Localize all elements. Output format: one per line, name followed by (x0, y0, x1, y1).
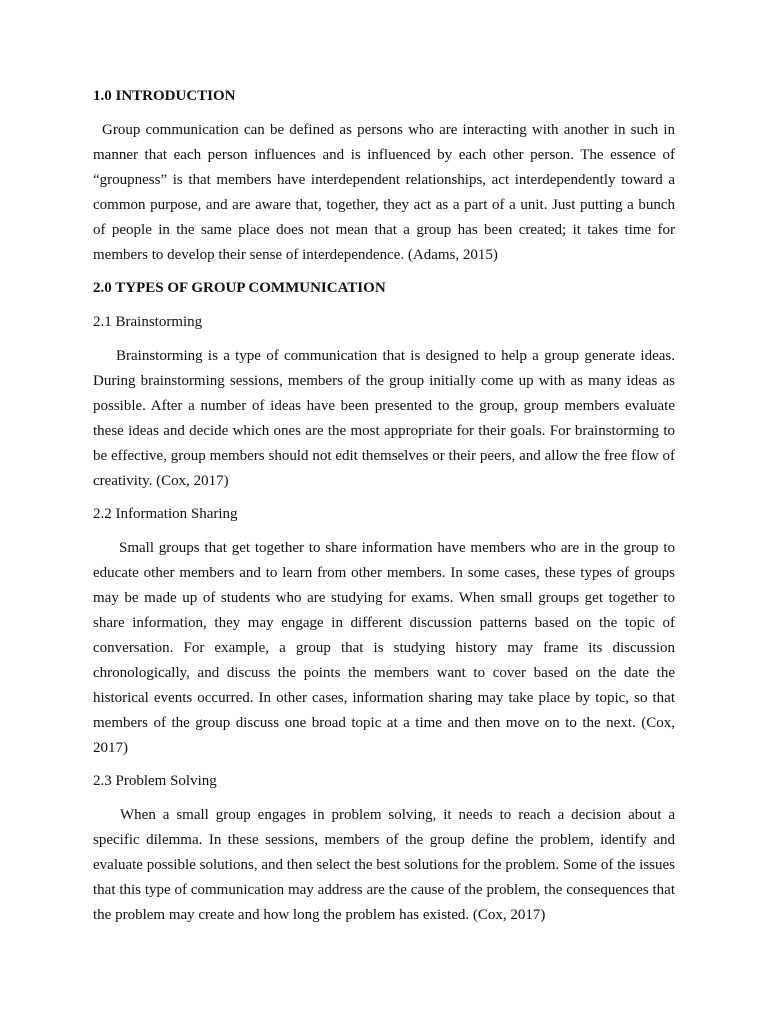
types-heading: 2.0 TYPES OF GROUP COMMUNICATION (93, 280, 386, 296)
problem-solving-paragraph: When a small group engages in problem solving, it needs to reach a decision about a specific dilemma. In these sessions, members of the group define the problem, identify and evaluate possible solutions, and then select the best solutions for the problem. Some of the issues that this type of communication may address are the cause of the problem, the consequences that the problem may create and how long the problem has existed. (Cox, 2017) (93, 807, 675, 923)
information-sharing-title: 2.2 Information Sharing (93, 506, 238, 522)
problem-solving-title: 2.3 Problem Solving (93, 773, 217, 789)
brainstorming-paragraph: Brainstorming is a type of communication that is designed to help a group generate ideas. During brainstorming sessions, members of the group initially come up with as many ideas as possible. After a number of ideas have been presented to the group, group members evaluate these ideas and decide which ones are the most appropriate for their goals. For brainstorming to be effective, group members should not edit themselves or their peers, and allow the free flow of creativity. (Cox, 2017) (93, 348, 675, 489)
intro-paragraph: Group communication can be defined as persons who are interacting with another in such in manner that each person influences and is influenced by each other person. The essence of “groupness” is that members have interdependent relationships, act interdependently toward a common purpose, and are aware that, together, they act as a part of a unit. Just putting a bunch of people in the same place does not mean that a group has been created; it takes time for members to develop their sense of interdependence. (Adams, 2015) (93, 122, 675, 263)
brainstorming-title: 2.1 Brainstorming (93, 314, 203, 330)
intro-heading: 1.0 INTRODUCTION (93, 88, 236, 104)
document-page (93, 86, 675, 928)
information-sharing-paragraph: Small groups that get together to share information have members who are in the group to educate other members and to learn from other members. In some cases, these types of groups may be made up of students who are studying for exams. When small groups get together to share information, they may engage in different discussion patterns based on the topic of conversation. For example, a group that is studying history may frame its discussion chronologically, and discuss the points the members want to cover based on the date the historical events occurred. In other cases, information sharing may take place by topic, so that members of the group discuss one broad topic at a time and then move on to the next. (Cox, 2017) (93, 540, 675, 756)
